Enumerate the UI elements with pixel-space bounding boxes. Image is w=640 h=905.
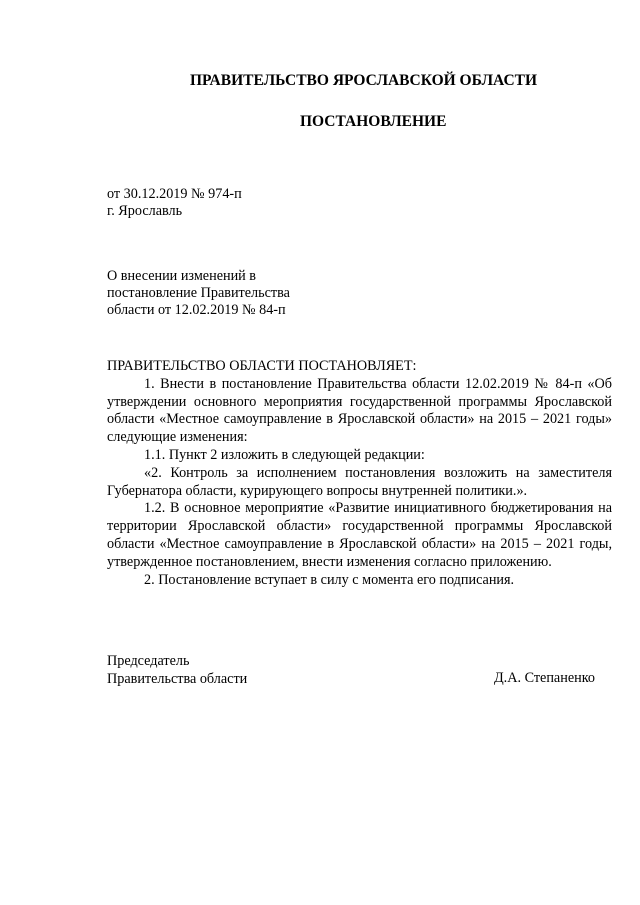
decree-line: ПРАВИТЕЛЬСТВО ОБЛАСТИ ПОСТАНОВЛЯЕТ: xyxy=(107,358,417,374)
paragraph-1-2: 1.2. В основное мероприятие «Развитие инициативного бюджетирования на территории Ярославской области» государственной программы Ярославской области «Местное самоуправление в Ярославской области» на 2015 – 2021 годы, утвержденное постановлением, внести изменения согласно приложению. xyxy=(107,500,612,570)
document-body xyxy=(107,358,612,589)
paragraph-1: 1. Внести в постановление Правительства области 12.02.2019 № 84-п «Об утверждении основного мероприятия государственной программы Ярославской области «Местное самоуправление в Ярославской области» на 2015 – 2021 годы» следующие изменения: xyxy=(107,375,612,446)
paragraph-1-1: 1.1. Пункт 2 изложить в следующей редакции: xyxy=(144,446,425,463)
subject-line-1: О внесении изменений в xyxy=(107,268,257,284)
subject-line-2: постановление Правительства xyxy=(107,285,290,301)
signatory-name: Д.А. Степаненко xyxy=(494,670,595,686)
signature-title-line-2: Правительства области xyxy=(107,670,248,687)
signature-title xyxy=(107,653,247,688)
org-title: ПРАВИТЕЛЬСТВО ЯРОСЛАВСКОЙ ОБЛАСТИ xyxy=(190,72,538,89)
signature-title-line-1: Председатель xyxy=(107,653,190,669)
date-number: от 30.12.2019 № 974-п xyxy=(107,186,242,202)
document-type: ПОСТАНОВЛЕНИЕ xyxy=(300,113,447,130)
paragraph-2: 2. Постановление вступает в силу с момента его подписания. xyxy=(144,571,515,588)
paragraph-1-1-text: «2. Контроль за исполнением постановления возложить на заместителя Губернатора области, курирующего вопросы внутренней политики.». xyxy=(107,464,612,499)
city: г. Ярославль xyxy=(107,203,183,219)
subject-line-3: области от 12.02.2019 № 84-п xyxy=(107,302,286,318)
